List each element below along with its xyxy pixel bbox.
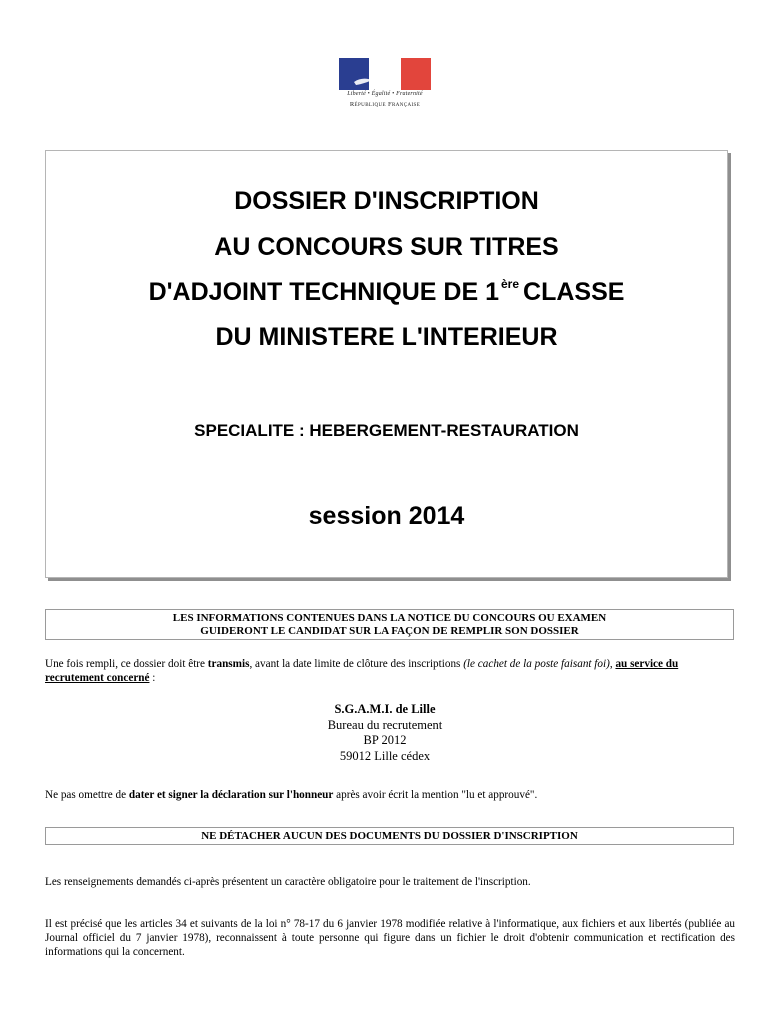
text-run-bold: dater et signer la déclaration sur l'honneur — [128, 789, 334, 801]
mandatory-info-paragraph: Les renseignements demandés ci-après présentent un caractère obligatoire pour le traitement de l'inscription. — [45, 876, 531, 888]
recruitment-service-text: au service du recrutement concerné — [45, 658, 679, 684]
title-box — [45, 150, 728, 578]
republique-francaise-logo — [336, 58, 434, 114]
session-heading: session 2014 — [308, 502, 465, 530]
submission-paragraph — [45, 657, 735, 685]
republic-motto: Liberté • Égalité • Fraternité — [347, 91, 423, 97]
speciality-heading: SPECIALITE : HEBERGEMENT-RESTAURATION — [194, 421, 579, 440]
title-line-4: DU MINISTERE L'INTERIEUR — [215, 323, 558, 351]
text-run-italic: (le cachet de la poste faisant foi) — [463, 658, 610, 670]
info-notice-line-1: LES INFORMATIONS CONTENUES DANS LA NOTICE DU CONCOURS OU EXAMEN — [172, 612, 607, 624]
title-line-3-end: CLASSE — [523, 278, 625, 306]
title-line-1: DOSSIER D'INSCRIPTION — [234, 187, 539, 215]
text-run: Ne pas omettre de — [45, 789, 129, 801]
do-not-detach-box: NE DÉTACHER AUCUN DES DOCUMENTS DU DOSSIER D'INSCRIPTION — [45, 827, 734, 845]
text-run: : — [149, 672, 156, 684]
text-run: après avoir écrit la mention "lu et approuvé". — [333, 789, 538, 801]
signature-reminder-paragraph — [45, 788, 735, 802]
info-notice-box — [45, 609, 734, 640]
title-line-3 — [46, 278, 727, 307]
address-line-1: S.G.A.M.I. de Lille — [334, 702, 436, 716]
text-run: , avant la date limite de clôture des inscriptions — [249, 658, 464, 670]
text-run-bold: transmis — [207, 658, 250, 670]
republic-name: République Française — [349, 101, 421, 108]
info-notice-line-2: GUIDERONT LE CANDIDAT SUR LA FAÇON DE REMPLIR SON DOSSIER — [200, 625, 579, 637]
address-line-3: BP 2012 — [363, 733, 407, 747]
address-line-2: Bureau du recrutement — [327, 718, 443, 732]
title-line-3-superscript: ère — [501, 277, 520, 291]
address-line-4: 59012 Lille cédex — [339, 749, 431, 763]
marianne-profile-icon — [350, 62, 408, 88]
text-run: Une fois rempli, ce dossier doit être — [45, 658, 208, 670]
title-line-2: AU CONCOURS SUR TITRES — [214, 233, 559, 261]
title-line-3-start: D'ADJOINT TECHNIQUE DE 1 — [148, 278, 499, 306]
privacy-law-paragraph: Il est précisé que les articles 34 et suivants de la loi n° 78-17 du 6 janvier 1978 modifiée relative à l'informatique, aux fichiers et aux libertés (publiée au Journal officiel du 7 janvier 1978), reconnaissent à toute personne qui figure dans un fichier le droit d'obtenir communication et rectification des informations qui la concernent. — [45, 918, 735, 958]
text-run: , — [609, 658, 616, 670]
